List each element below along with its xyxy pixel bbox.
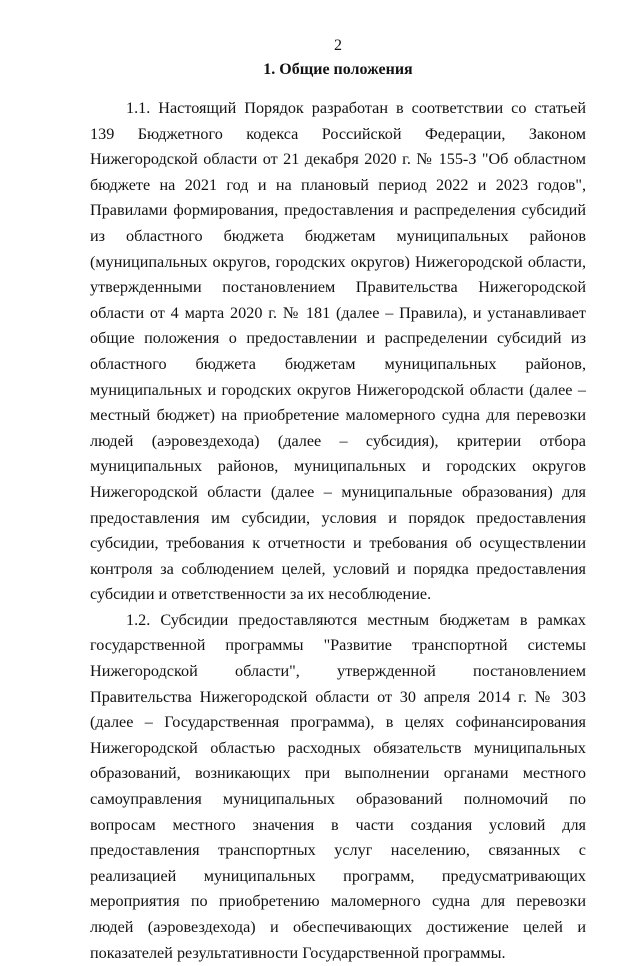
document-page bbox=[90, 36, 586, 966]
paragraph-1-2: 1.2. Субсидии предоставляются местным бюджетам в рамках государственной программы "Развитие транспортной системы Нижегородской области", утвержденной постановлением Правительства Нижегородской области от 30 апреля 2014 г. № 303 (далее – Государственная программа), в целях софинансирования Нижегородской областью расходных обязательств муниципальных образований, возникающих при выполнении органами местного самоуправления муниципальных образований полномочий по вопросам местного значения в части создания условий для предоставления транспортных услуг населению, связанных с реализацией муниципальных программ, предусматривающих мероприятия по приобретению маломерного судна для перевозки людей (аэровездехода) и обеспечивающих достижение целей и показателей результативности Государственной программы. bbox=[90, 610, 586, 962]
page-number: 2 bbox=[334, 37, 342, 54]
paragraph-1-1: 1.1. Настоящий Порядок разработан в соответствии со статьей 139 Бюджетного кодекса Российской Федерации, Законом Нижегородской области от 21 декабря 2020 г. № 155-З "Об областном бюджете на 2021 год и на плановый период 2022 и 2023 годов", Правилами формирования, предоставления и распределения субсидий из областного бюджета бюджетам муниципальных районов (муниципальных округов, городских округов) Нижегородской области, утвержденными постановлением Правительства Нижегородской области от 4 марта 2020 г. № 181 (далее – Правила), и устанавливает общие положения о предоставлении и распределении субсидий из областного бюджета бюджетам муниципальных районов, муниципальных и городских округов Нижегородской области (далее – местный бюджет) на приобретение маломерного судна для перевозки людей (аэровездехода) (далее – субсидия), критерии отбора муниципальных районов, муниципальных и городских округов Нижегородской области (далее – муниципальные образования) для предоставления им субсидии, условия и порядок предоставления субсидии, требования к отчетности и требования об осуществлении контроля за соблюдением целей, условий и порядка предоставления субсидии и ответственности за их несоблюдение. bbox=[90, 99, 586, 604]
section-title: 1. Общие положения bbox=[263, 61, 413, 78]
